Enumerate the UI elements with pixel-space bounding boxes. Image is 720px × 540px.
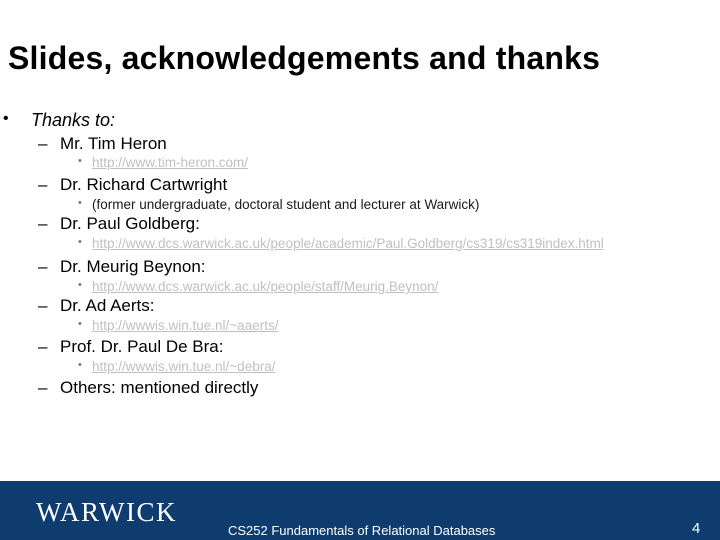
- list-item: [38, 175, 228, 195]
- sub-item: [78, 197, 480, 212]
- item-name: Mr. Tim Heron: [60, 134, 167, 153]
- link-meurig-beynon[interactable]: http://www.dcs.warwick.ac.uk/people/staff/Meurig.Beynon/: [92, 279, 439, 294]
- link-tim-heron[interactable]: http://www.tim-heron.com/: [92, 155, 249, 170]
- bullet-dot-icon: •: [3, 110, 9, 127]
- list-item: [38, 257, 206, 277]
- dash-icon: –: [38, 214, 48, 233]
- bullet-dot-icon: •: [78, 155, 82, 167]
- list-item: [38, 214, 200, 234]
- sub-item: [78, 236, 604, 251]
- page-number: 4: [692, 520, 701, 537]
- link-paul-goldberg[interactable]: http://www.dcs.warwick.ac.uk/people/academic/Paul.Goldberg/cs319/cs319index.html: [92, 236, 604, 251]
- sub-item: [78, 359, 276, 374]
- slide-title: Slides, acknowledgements and thanks: [8, 40, 601, 76]
- list-item: [38, 296, 155, 316]
- bullet-dot-icon: •: [78, 197, 82, 209]
- sub-item: [78, 318, 279, 333]
- item-name: Others: mentioned directly: [60, 378, 259, 397]
- bullet-dot-icon: •: [78, 359, 82, 371]
- dash-icon: –: [38, 257, 48, 276]
- warwick-logo: [36, 496, 206, 528]
- list-item: [38, 337, 224, 357]
- bullet-dot-icon: •: [78, 279, 82, 291]
- sub-item: [78, 279, 439, 294]
- item-name: Prof. Dr. Paul De Bra:: [60, 337, 224, 356]
- item-name: Dr. Meurig Beynon:: [60, 257, 206, 276]
- item-name: Dr. Richard Cartwright: [60, 175, 228, 194]
- dash-icon: –: [38, 337, 48, 356]
- intro-bullet: [3, 110, 116, 131]
- dash-icon: –: [38, 296, 48, 315]
- dash-icon: –: [38, 134, 48, 153]
- list-item: [38, 378, 259, 398]
- item-name: Dr. Ad Aerts:: [60, 296, 155, 315]
- sub-item: [78, 155, 249, 170]
- list-item: [38, 134, 167, 154]
- item-detail: (former undergraduate, doctoral student and lecturer at Warwick): [92, 197, 480, 212]
- dash-icon: –: [38, 378, 48, 397]
- dash-icon: –: [38, 175, 48, 194]
- bullet-dot-icon: •: [78, 318, 82, 330]
- course-name: CS252 Fundamentals of Relational Databases: [228, 523, 496, 538]
- link-ad-aerts[interactable]: http://wwwis.win.tue.nl/~aaerts/: [92, 318, 279, 333]
- link-paul-de-bra[interactable]: http://wwwis.win.tue.nl/~debra/: [92, 359, 276, 374]
- bullet-dot-icon: •: [78, 236, 82, 248]
- svg-text:WARWICK: WARWICK: [36, 497, 177, 527]
- intro-text: Thanks to:: [31, 110, 116, 130]
- item-name: Dr. Paul Goldberg:: [60, 214, 200, 233]
